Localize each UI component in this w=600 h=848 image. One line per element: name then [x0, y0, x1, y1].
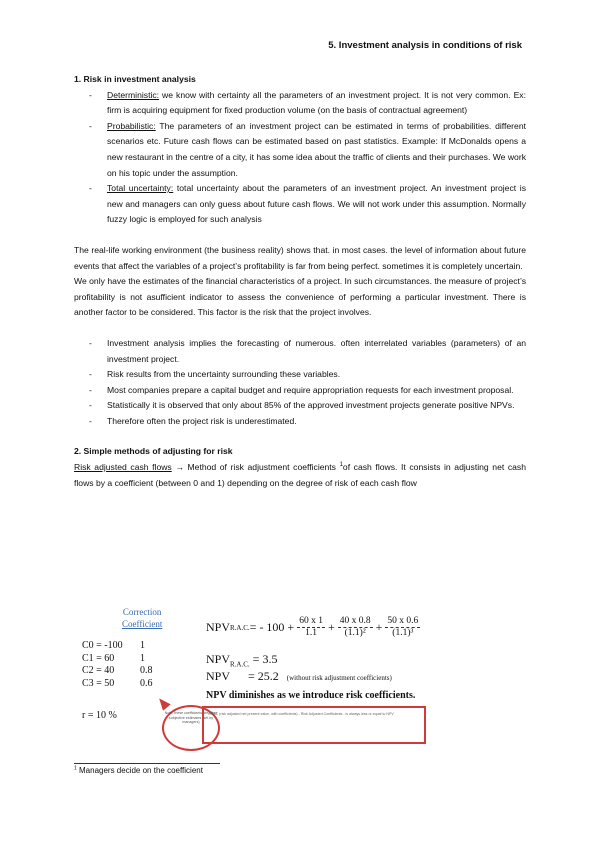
correction-coefficient-label: Correction Coefficient [122, 607, 163, 629]
list-item: - Deterministic: we know with certainty all the parameters of an investment project. It is not very common. Ex: firm is acquiring equipment for fixed production volume (on the basis of contractual agreement) [74, 88, 526, 119]
section-1-title: 1. Risk in investment analysis [74, 74, 196, 84]
list-item: - Total uncertainty: total uncertainty about the parameters of an investment project. An investment project is new and managers can only guess about future cash flows. We will not work under this assumption. Normally fuzzy logic is employed for such analysis [74, 181, 526, 228]
body-text [74, 72, 526, 491]
discount-rate: r = 10 % [82, 710, 117, 721]
section-2-title: 2. Simple methods of adjusting for risk [74, 446, 233, 457]
fraction: $\frac{60 x 1}{1.1}$ [299, 616, 323, 638]
paragraph: Risk adjusted cash flows → Method of risk adjustment coefficients $^1$of cash flows. It consists in adjusting net cash flows by a coefficient (between 0 and 1) depending on the degree of risk of each cash flow [74, 462, 526, 488]
table-row: C1 = 60 1 [82, 652, 145, 664]
list-item: - Investment analysis implies the forecasting of numerous. often interrelated variables (parameters) of an investment project. [74, 336, 526, 367]
note-bubble: Note: these coefficients are often subjective estimates (set by managers) [162, 705, 220, 751]
page-header: 5. Investment analysis in conditions of risk [328, 40, 522, 51]
list-item: - Therefore often the project risk is underestimated. [74, 414, 526, 430]
table-row: C3 = 50 0.6 [82, 677, 153, 689]
paragraph: We only have the estimates of the financial characteristics of a project. In such circumstances. the measure of project’s profitability is not asufficient indicator to assess the convenience of performing a particular investment. There is another factor to be considered. This factor is the risk that the project involves. [74, 276, 526, 318]
list-item: - Risk results from the uncertainty surrounding these variables. [74, 367, 526, 383]
footnote-ref: 1 [339, 462, 343, 469]
npv-conclusion: NPV diminishes as we introduce risk coefficients. [206, 690, 416, 701]
list-item: - Probabilistic: The parameters of an investment project can be estimated in terms of probabilities. different scenarios etc. Future cash flows can be estimated based on past statistics. Example: If McDonalds opens a new restaurant in the centre of a city, it has some idea about the traffic of clients and their purchases. We work on his topic under the assumption. [74, 119, 526, 181]
cash-flow-table [82, 640, 170, 690]
risk-types-list [74, 88, 526, 228]
npv-result: NPV = 25.2 (without risk adjustment coefficients) [206, 669, 392, 683]
list-item: - Statistically it is observed that only about 85% of the approved investment projects generate positive NPVs. [74, 398, 526, 414]
npv-rac-formula: NPV R.A.C. = - 100 + $\frac{60 x 1}{1.1}$ + $\frac{40 x 0.8}{\text{(1.1)²}}$ + $\frac{50 x 0.6}{\text{(1.1)³}}$ [206, 616, 419, 638]
fraction: $\frac{40 x 0.8}{\text{(1.1)²}}$ [339, 616, 371, 638]
fraction: $\frac{50 x 0.6}{\text{(1.1)³}}$ [387, 616, 419, 638]
npv-rac-result: $NPV_{R.A.C.} = 3.5$ [206, 652, 278, 669]
table-row: C0 = -100 1 [82, 640, 145, 651]
footnote: $^1$ Managers decide on the coefficient [74, 765, 203, 775]
risk-adjusted-npv-figure [74, 604, 526, 754]
paragraph: The real-life working environment (the business reality) shows that. in most cases. the level of information about future events that affect the variables of a project’s profitability is far from being perfect. sometimes it is completely uncertain. [74, 244, 526, 271]
list-item: - Most companies prepare a capital budget and require appropriation requests for each investment proposal. [74, 383, 526, 399]
footnote-separator [74, 763, 220, 764]
table-row: C2 = 40 0.8 [82, 665, 153, 676]
bullet-list [74, 336, 526, 430]
note-box: RRAC (risk adjusted net present value, with coefficients) - Risk Adjusted Coefficients - is always less or equal to NPV [202, 706, 426, 744]
